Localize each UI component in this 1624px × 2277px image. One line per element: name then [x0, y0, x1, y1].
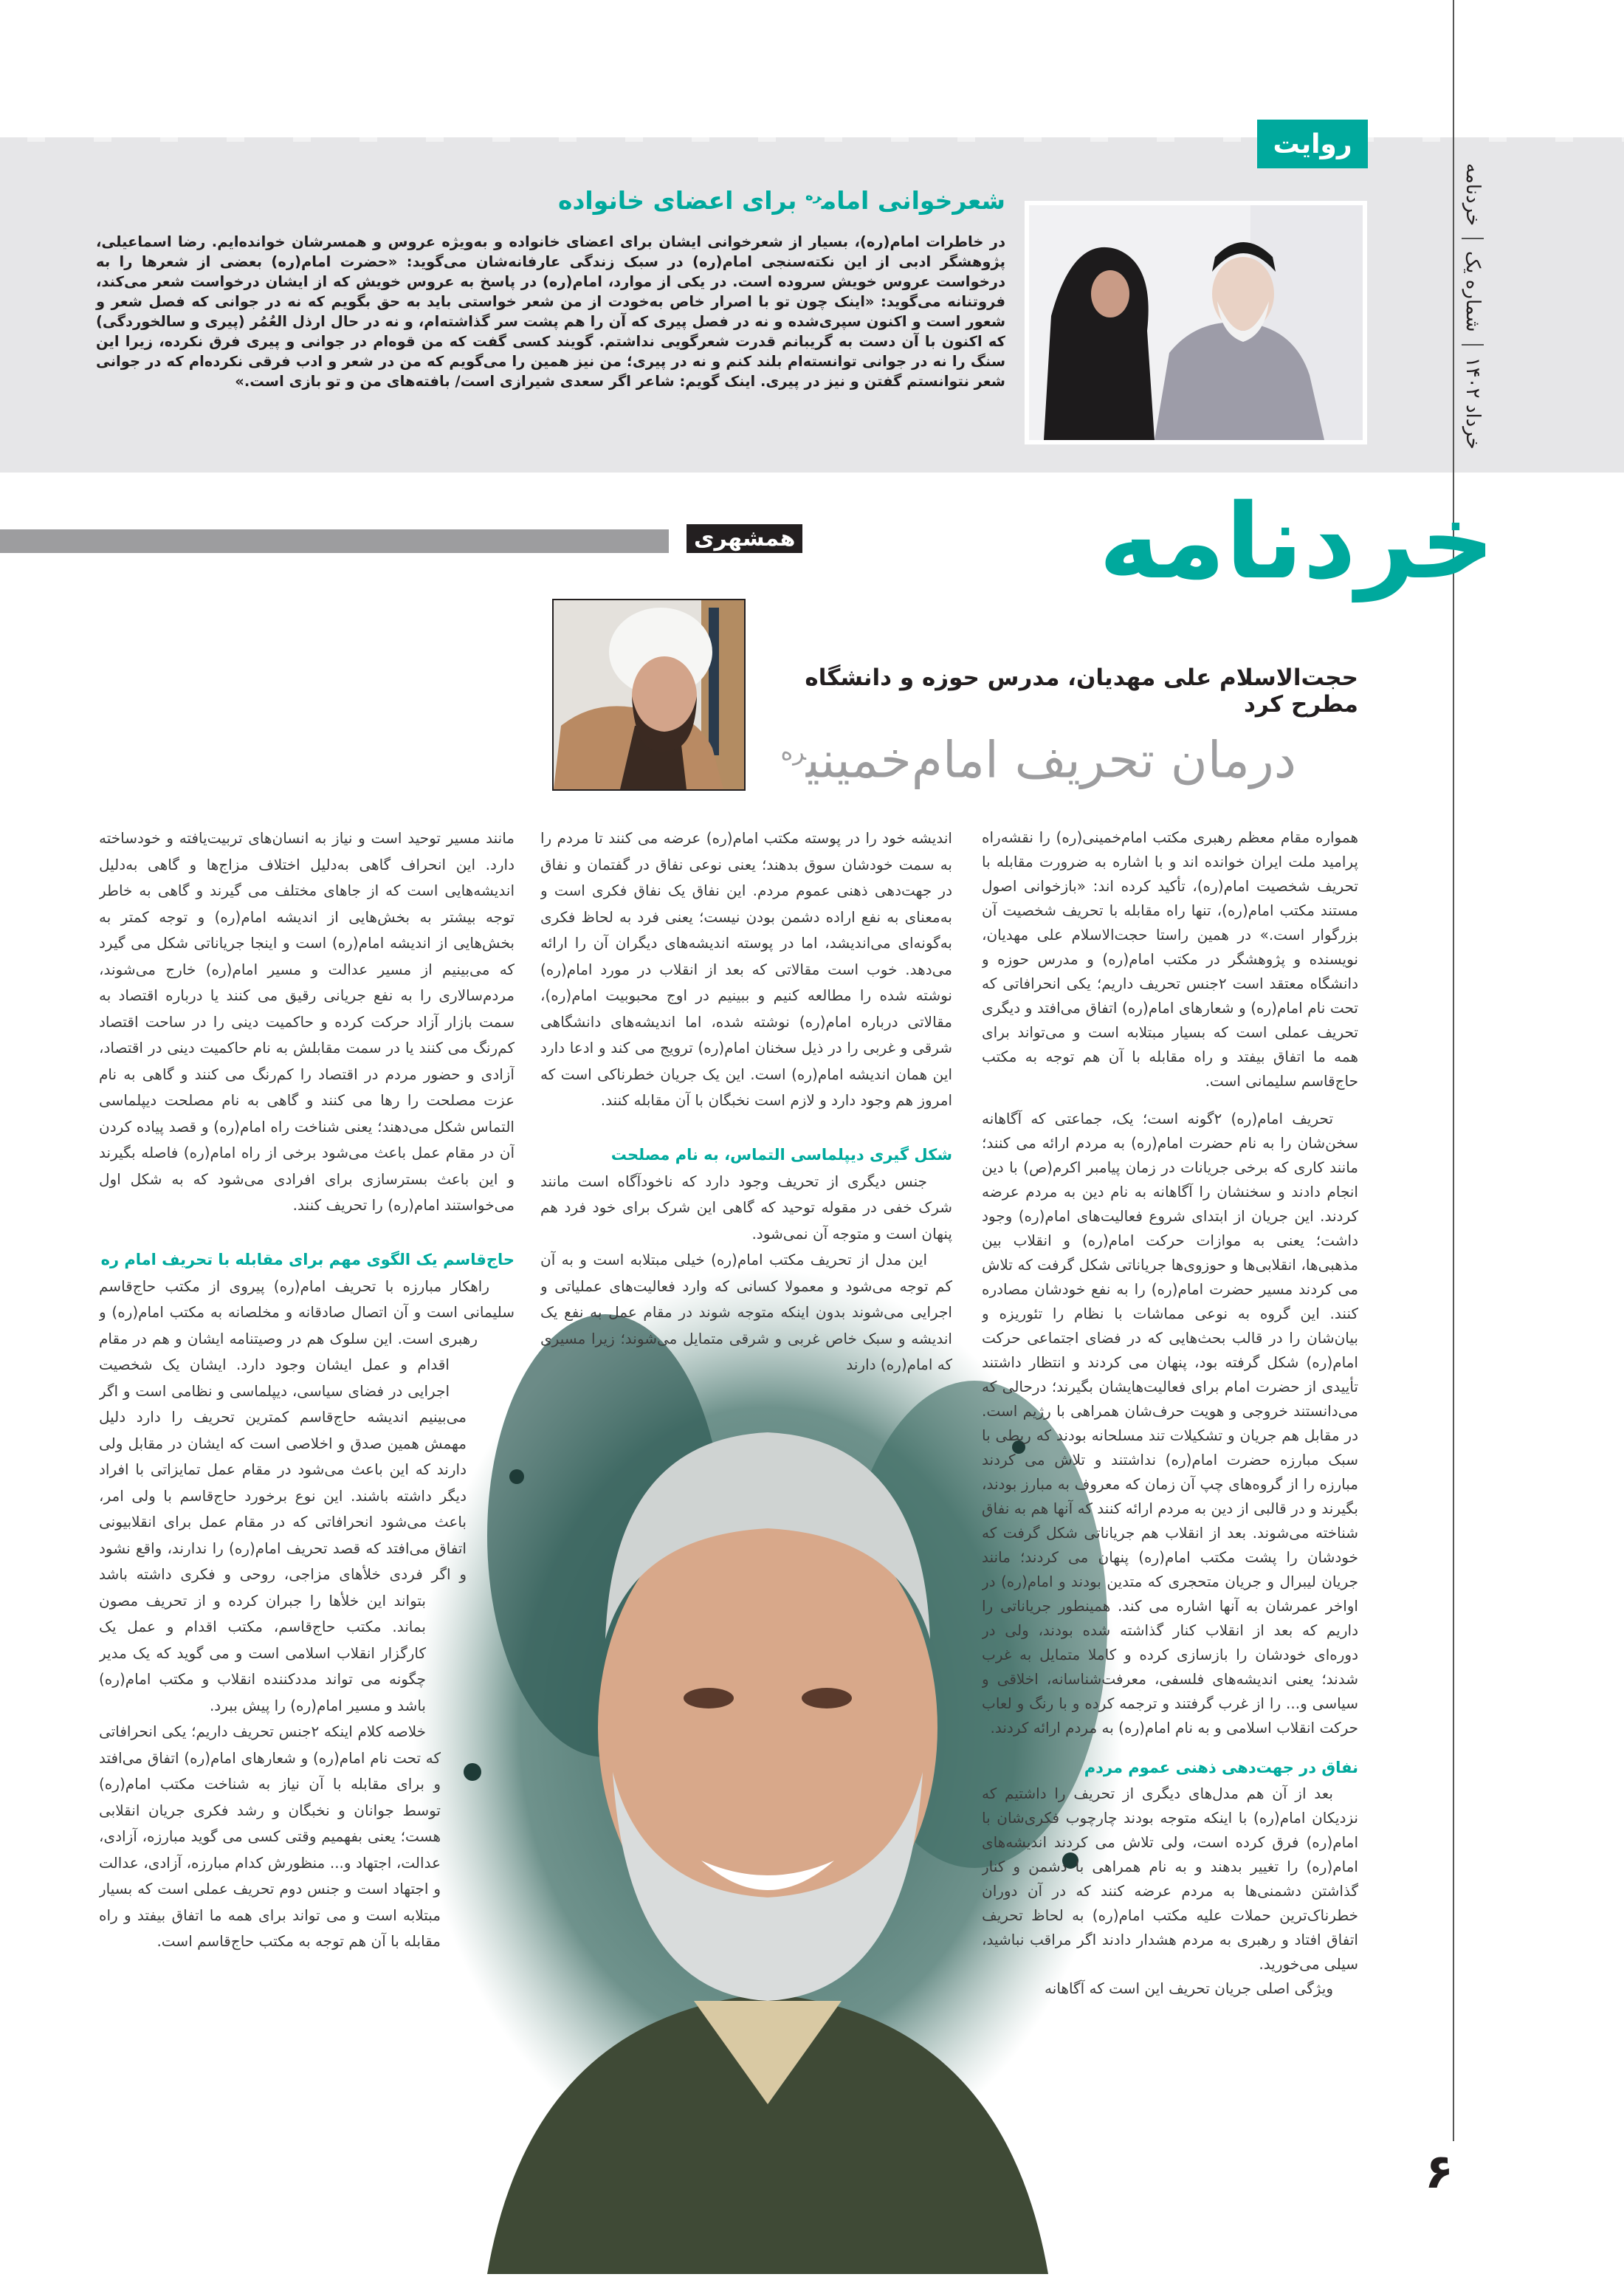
spacer: [982, 1740, 1358, 1754]
wrap-spacer: [450, 1369, 515, 1395]
paragraph: تحریف امام(ره) ۲گونه است؛ یک، جماعتی که آگاهانه سخن‌شان را به نام حضرت امام(ره) به مردم ارائه می کنند؛ مانند کاری که برخی جریانات در زمان پیامبر اکرم(ص) با دین انجام دادند و سخنشان را آگاهانه به نام دین به مردم عرضه کردند. این جریان از ابتدای شروع فعالیت‌های امام(ره) وجود داشت؛ یعنی به موازات حرکت امام(ره) و انقلاب بین مذهبی‌ها، انقلابی‌ها و حوزوی‌ها جریاناتی شکل گرفت که تلاش می کردند مسیر حضرت امام(ره) را به نفع خودشان مصادره کنند. این گروه به نوعی مماشات با نظام را تئوریزه و بیان‌شان را در قالب بحث‌هایی که در فضای اجتماعی حرکت امام(ره) شکل گرفته بود، پنهان می کردند و انتظار داشتند تأییدی از حضرت امام برای فعالیت‌هایشان بگیرند؛ درحالی که می‌دانستند خروجی و هویت حرف‌شان همراهی با رژیم است. در مقابل هم جریان و تشکیلات تند مسلحانه بودند که ربطی با سبک مبارزه حضرت امام(ره) نداشتند و تلاش می کردند مبارزه را از گروه‌های چپ آن زمان که معروف به مبارز بودند، بگیرند و در قالبی از دین به مردم ارائه کنند که آنها هم به نفاق شناخته می‌شوند. بعد از انقلاب هم جریاناتی شکل گرفت که خودشان را پشت مکتب امام(ره) پنهان می کردند؛ مانند جریان لیبرال و جریان متحجری که متدین بودند و امام(ره) در اواخر عمرشان به آنها اشاره می کند. همینطور جریاناتی را داریم که بعد از انقلاب کنار گذاشته شده بودند، ولی در دوره‌ای خودشان را بازسازی کرده و کاملا متمایل به غرب شدند؛ یعنی اندیشه‌های فلسفی، معرفت‌شناسانه، اخلاقی و سیاسی و... را از غرب گرفتند و ترجمه کرده و با رنگ و لعاب حرکت انقلاب اسلامی و به نام امام(ره) به مردم ارائه کردند.: [982, 1110, 1358, 1737]
masthead-logo: [687, 482, 1495, 602]
issue-number: شماره یک: [1462, 251, 1484, 332]
magazine-name: خردنامه: [1462, 163, 1484, 227]
paragraph: این مدل از تحریف مکتب امام(ره) خیلی مبتلابه است و به آن کم توجه می‌شود و معمولا کسانی که وارد فعالیت‌های عملیاتی و اجرایی می‌شوند بدون اینکه متوجه شوند در مقام عمل به نفع یک اندیشه و سبک خاص غربی و شرقی متمایل می‌شوند؛ زیرا مسیری که امام(ره) دارند: [540, 1251, 952, 1373]
page-number: ۶: [1425, 2145, 1454, 2199]
spacer: [982, 1093, 1358, 1107]
headline-part: شعرخوانی امام: [821, 186, 1005, 215]
story-headline: [517, 186, 1005, 215]
author-portrait: [552, 599, 746, 791]
imam-family-photo: [1025, 201, 1367, 444]
section-heading: حاج‌قاسم یک الگوی مهم برای مقابله با تحریف امام ره: [100, 1250, 515, 1268]
wrap-spacer: [481, 2001, 515, 2075]
paragraph: جنس دیگری از تحریف وجود دارد که ناخودآگاه است مانند شرک خفی در مقوله توحید که گاهی این شرک برای خود فرد هم پنهان است و متوجه آن نمی‌شود.: [540, 1172, 952, 1243]
masthead-title: خردنامه: [1098, 482, 1495, 602]
paragraph: همواره مقام معظم رهبری مکتب امام‌خمینی(ره) را نقشه‌راه پرامید ملت ایران خوانده اند و با اشاره به ضرورت مقابله با تحریف شخصیت امام(ره)، تأکید کرده اند: «بازخوانی اصول مستند مکتب امام(ره)، تنها راه مقابله با تحریف شخصیت آن بزرگوار است.» در همین راستا حجت‌الاسلام علی مهدیان، نویسنده و پژوهشگر در مکتب امام(ره) و مدرس حوزه و دانشگاه معتقد است ۲جنس تحریف داریم؛ یکی انحرافاتی که تحت نام امام(ره) و شعارهای امام(ره) اتفاق می‌افتد و دیگری تحریف عملی است که بسیار مبتلابه است و می‌تواند برای همه ما اتفاق بیفتد و راه مقابله با آن هم توجه به مکتب حاج‌قاسم سلیمانی است.: [982, 828, 1358, 1090]
article-column-right: [982, 825, 1358, 2265]
headline-part: برای اعضای خانواده: [557, 186, 797, 215]
article-kicker: حجت‌الاسلام علی مهدیان، مدرس حوزه و دانشگاه مطرح کرد: [805, 664, 1358, 718]
paragraph: بعد از آن هم مدل‌های دیگری از تحریف را داشتیم که نزدیکان امام(ره) با اینکه متوجه بودند چارچوب فکری‌شان با امام(ره) فرق کرده است، ولی تلاش می کردند اندیشه‌های امام(ره) را تغییر بدهند و به نام همراهی با دشمن و کنار گذاشتن دشمنی‌ها به مردم عرضه کنند که در آن دوران خطرناک‌ترین حملات علیه مکتب امام(ره) به لحاظ تحریف اتفاق افتاد و رهبری به مردم هشدار دادند اگر مراقب نباشید، سیلی می‌خورید.: [982, 1785, 1358, 1973]
wrap-spacer: [441, 1742, 515, 2001]
paragraph: راهکار مبارزه با تحریف امام(ره) پیروی از مکتب حاج‌قاسم سلیمانی است و آن اتصال صادقانه و مخلصانه به مکتب امام(ره) و رهبری است. این سلوک هم در وصیتنامه ایشان و هم در مقام اقدام و عمل ایشان وجود دارد. ایشان یک شخصیت اجرایی در فضای سیاسی، دیپلماسی و نظامی است و اگر می‌بینیم اندیشه حاج‌قاسم کمترین تحریف را دارد دلیل مهمش همین صدق و اخلاصی است که ایشان در مقابل ولی دارند که این باعث می‌شود در مقام عمل تمایزاتی با افراد دیگر داشته باشند. این نوع برخورد حاج‌قاسم با ولی امر، باعث می‌شود انحرافاتی که در مقام عمل برای انقلابیونی اتفاق می‌افتد که قصد تحریف امام(ره) را ندارند، واقع نشود و اگر فردی خلأهای مزاجی، روحی و فکری داشته باشد بتواند این خلأها را جبران کرده و از تحریف مصون بماند. مکتب حاج‌قاسم، مکتب اقدام و عمل یک کارگزار انقلاب اسلامی است و می گوید که یک مدیر چگونه می تواند مددکننده انقلاب و مکتب امام(ره) باشد و مسیر امام(ره) را پیش ببرد.: [99, 1277, 515, 1714]
brand-label: همشهری: [687, 524, 802, 553]
spacer: [540, 1114, 952, 1141]
divider: [1462, 238, 1484, 239]
divider: [1462, 344, 1484, 346]
honorific: ره: [780, 738, 806, 766]
title-text: درمان تحریف امام‌خمینی: [805, 731, 1296, 790]
wrap-spacer: [467, 1395, 515, 1610]
section-tag: روایت: [1257, 120, 1368, 168]
spacer: [99, 1219, 515, 1246]
article-title: [738, 715, 1296, 798]
masthead-bar: [0, 529, 669, 553]
paragraph: خلاصه کلام اینکه ۲جنس تحریف داریم؛ یکی انحرافاتی که تحت نام امام(ره) و شعارهای امام(ره) اتفاق می‌افتد و برای مقابله با آن نیاز به شناخت مکتب امام(ره) توسط جوانان و نخبگان و رشد فکری جریان انقلابی هست؛ یعنی بفهمیم وقتی کسی می گوید مبارزه، آزادی، عدالت، اجتهاد و... منظورش کدام مبارزه، آزادی، عدالت و اجتهاد است و جنس دوم تحریف عملی است که بسیار مبتلابه است و می تواند برای همه ما اتفاق بیفتد و راه مقابله با آن هم توجه به مکتب حاج‌قاسم است.: [99, 1723, 441, 1950]
story-body: در خاطرات امام(ره)، بسیار از شعرخوانی ایشان برای اعضای خانواده و به‌ویژه عروس و همسرشان خوانده‌ایم. رضا اسماعیلی، پژوهشگر ادبی از این نکته‌سنجی امام(ره) در سبک زندگی عارفانه‌شان می‌گوید: «حضرت امام(ره) بعضی از شعرها را به درخواست عروس خویش سروده است. در یکی از موارد، امام(ره) در پاسخ به عروس خویش که از ایشان درخواست شعر می‌کند، فروتنانه می‌گوید: «اینک چون تو با اصرار خاص به‌خودت از من شعر خواستی باید به حق بگویم که نه در جوانی که فصل شعر و شعور است و اکنون سپری‌شده و نه در فصل پیری که آن را هم پشت سر گذاشته‌ام، و نه در حال ارذل العُمُر (پیری و سالخوردگی) که اکنون با آن دست به گریبانم قدرت شعرگویی نداشتم. گویند کسی گفت که من قوه‌ام در جوانی و پیری فرق نکرده، زیرا این سنگ را نه در جوانی توانسته‌ام بلند کنم و نه در پیری؛ من نیز همین را می‌گویم که من در شعر و ادب فرقی نکرده‌ام که در جوانی شعر نتوانستم گفتن و نیز در پیری. اینک گویم: شاعر اگر سعدی شیرازی است/ بافته‌های من و تو بازی است.»: [96, 233, 1005, 390]
issue-date: خرداد ۱۴۰۲: [1462, 357, 1484, 450]
paragraph: ویژگی اصلی جریان تحریف این است که آگاهانه: [1045, 1979, 1333, 1997]
wrap-spacer: [426, 1610, 515, 1742]
paragraph: اندیشه خود را در پوسته مکتب امام(ره) عرضه می کنند تا مردم را به سمت خودشان سوق بدهند؛ یعنی نوعی نفاق در گفتمان و نفاق در جهت‌دهی ذهنی عموم مردم. این نفاق یک نفاق فکری است و به‌معنای به نفع اراده دشمن بودن نیست؛ یعنی فرد به لحاظ فکری به‌گونه‌ای می‌اندیشد، اما در پوسته اندیشه‌های دیگران آن را ارائه می‌دهد. خوب است مقالاتی که بعد از انقلاب در مورد امام(ره) نوشته شده را مطالعه کنیم و ببینیم در اوج محبوبیت امام(ره)، مقالاتی درباره امام(ره) نوشته شده، اما اندیشه‌های دانشگاهی شرقی و غربی را در ذیل سخنان امام(ره) ترویج می کند و ادعا دارد این همان اندیشه امام(ره) است. این یک جریان خطرناکی است که امروز هم وجود دارد و لازم است نخبگان با آن مقابله کنند.: [540, 829, 952, 1109]
wrap-spacer: [478, 1342, 515, 1369]
honorific: ره: [805, 188, 822, 204]
article-column-left: [99, 825, 515, 2147]
article-column-middle: [540, 825, 952, 2147]
section-heading: شکل گیری دیپلماسی التماس، به نام مصلحت: [610, 1145, 952, 1164]
section-heading: نفاق در جهت‌دهی ذهنی عموم مردم: [1084, 1759, 1358, 1776]
paragraph: مانند مسیر توحید است و نیاز به انسان‌های تربیت‌یافته و خودساخته دارد. این انحراف گاهی به‌دلیل اختلاف مزاج‌ها و گاهی به‌دلیل اندیشه‌هایی است که از جاهای مختلف می گیرند و گاهی به خاطر توجه بیشتر به بخش‌هایی از اندیشه امام(ره) و توجه کمتر به بخش‌هایی از اندیشه امام(ره) است و اینجا جریاناتی شکل می گیرد که می‌بینیم از مسیر عدالت و مسیر امام(ره) خارج می‌شوند، مردم‌سالاری را به نفع جریانی رقیق می کنند یا درباره اقتصاد به سمت بازار آزاد حرکت کرده و حاکمیت دینی را در ساحت اقتصاد کم‌رنگ می کنند یا در سمت مقابلش به نام حاکمیت دینی در اقتصاد، آزادی و حضور مردم در اقتصاد را کم‌رنگ می کنند و گاهی به نام عزت مصلحت را رها می کنند و گاهی به نام مصلحت دیپلماسی التماس شکل می‌دهند؛ یعنی شناخت راه امام(ره) و قصد پیاده کردن آن در مقام عمل باعث می‌شود برخی از راه امام(ره) فاصله بگیرند و این باعث بسترسازی برای افرادی می‌شود که به شکل اول می‌خواستند امام(ره) را تحریف کنند.: [99, 829, 515, 1214]
